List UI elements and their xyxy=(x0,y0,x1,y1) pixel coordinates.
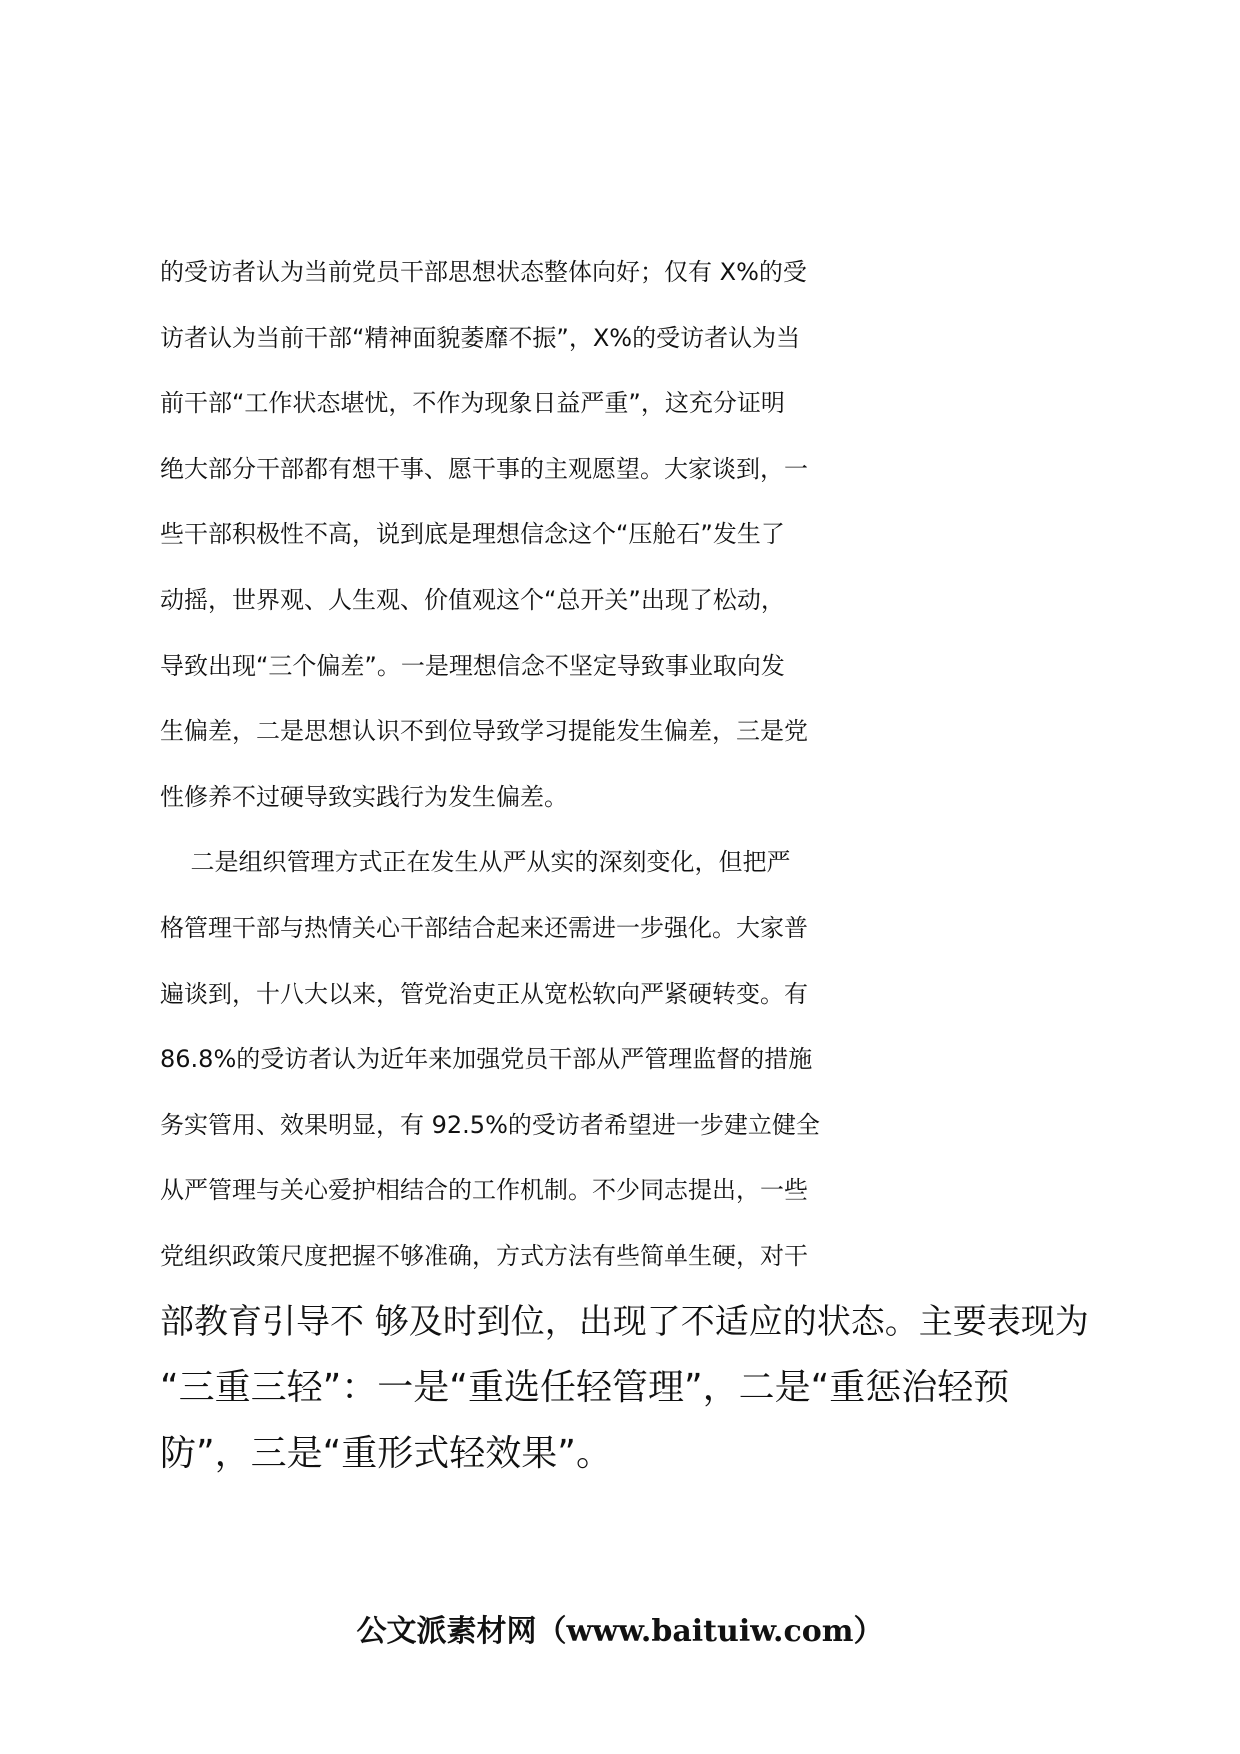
text-line: 防”，三是“重形式轻效果”。 xyxy=(160,1432,612,1474)
text-line: 的受访者认为当前党员干部思想状态整体向好；仅有 X%的受 xyxy=(160,258,807,286)
text-line: 二是组织管理方式正在发生从严从实的深刻变化，但把严 xyxy=(160,848,791,877)
body-text xyxy=(160,240,1089,1486)
text-line: 性修养不过硬导致实践行为发生偏差。 xyxy=(160,782,568,811)
text-line: 些干部积极性不高，说到底是理想信念这个“压舱石”发生了 xyxy=(160,520,785,549)
text-line: 前干部“工作状态堪忧，不作为现象日益严重”，这充分证明 xyxy=(160,389,785,418)
text-line: 遍谈到，十八大以来，管党治吏正从宽松软向严紧硬转变。有 xyxy=(160,979,808,1008)
text-line: 格管理干部与热情关心干部结合起来还需进一步强化。大家普 xyxy=(160,913,808,942)
text-line: 从严管理与关心爱护相结合的工作机制。不少同志提出，一些 xyxy=(160,1176,808,1205)
text-line: 86.8%的受访者认为近年来加强党员干部从严管理监督的措施 xyxy=(160,1045,813,1074)
text-line: “三重三轻”：一是“重选任轻管理”，二是“重惩治轻预 xyxy=(160,1367,1010,1409)
text-line: 导致出现“三个偏差”。一是理想信念不坚定导致事业取向发 xyxy=(160,651,785,680)
text-line: 绝大部分干部都有想干事、愿干事的主观愿望。大家谈到，一 xyxy=(160,454,808,483)
text-line: 动摇，世界观、人生观、价值观这个“总开关”出现了松动， xyxy=(160,585,785,614)
text-line: 务实管用、效果明显，有 92.5%的受访者希望进一步建立健全 xyxy=(160,1110,820,1139)
text-line: 生偏差，二是思想认识不到位导致学习提能发生偏差，三是党 xyxy=(160,717,808,746)
text-line: 党组织政策尺度把握不够准确，方式方法有些简单生硬，对干 xyxy=(160,1241,808,1270)
text-line: 访者认为当前干部“精神面貌萎靡不振”，X%的受访者认为当 xyxy=(160,323,801,352)
footer-watermark: 公文派素材网（www.baituiw.com） xyxy=(356,1614,884,1649)
text-line: 部教育引导不 够及时到位，出现了不适应的状态。主要表现为 xyxy=(160,1301,1089,1342)
